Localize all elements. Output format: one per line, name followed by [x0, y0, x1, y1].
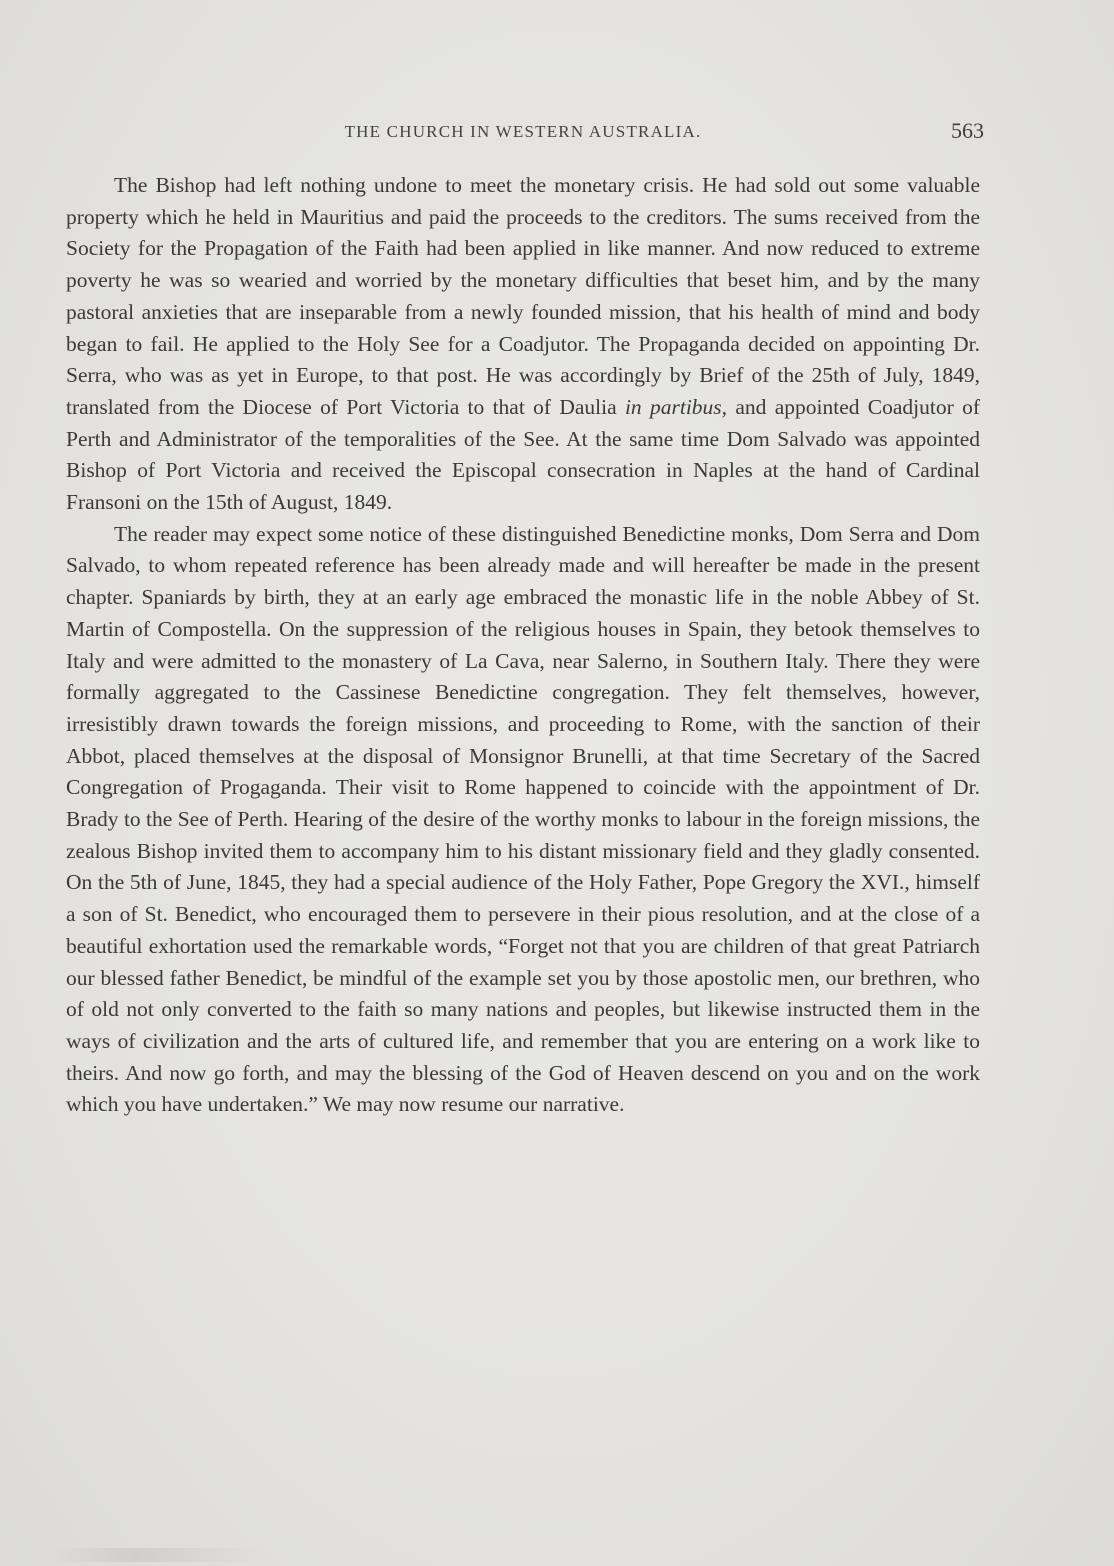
paragraph-1-italic-phrase: in partibus,	[624, 394, 728, 419]
body-text	[66, 170, 980, 1121]
running-title: THE CHURCH IN WESTERN AUSTRALIA.	[344, 122, 702, 141]
page-smudge	[50, 1548, 260, 1562]
paragraph-2: The reader may expect some notice of these distinguished Benedictine monks, Dom Serra and Dom Salvado, to whom repeated reference has been already made and will hereafter be made in the present chapter. Spaniards by birth, they at an early age embraced the monastic life in the noble Abbey of St. Martin of Compostella. On the suppression of the religious houses in Spain, they betook themselves to Italy and were admitted to the monastery of La Cava, near Salerno, in Southern Italy. There they were formally aggregated to the Cassinese Benedictine congregation. They felt themselves, however, irresistibly drawn towards the foreign missions, and proceeding to Rome, with the sanction of their Abbot, placed themselves at the disposal of Monsignor Brunelli, at that time Secretary of the Sacred Congregation of Progaganda. Their visit to Rome happened to coincide with the appointment of Dr. Brady to the See of Perth. Hearing of the desire of the worthy monks to labour in the foreign missions, the zealous Bishop invited them to accompany him to his distant missionary field and they gladly consented. On the 5th of June, 1845, they had a special audience of the Holy Father, Pope Gregory the XVI., himself a son of St. Benedict, who encouraged them to persevere in their pious resolution, and at the close of a beautiful exhortation used the remarkable words, “Forget not that you are children of that great Patriarch our blessed father Benedict, be mindful of the example set you by those apostolic men, our brethren, who of old not only converted to the faith so many nations and peoples, but likewise instructed them in the ways of civilization and the arts of cultured life, and remember that you are entering on a work like to theirs. And now go forth, and may the blessing of the God of Heaven descend on you and on the work which you have undertaken.” We may now resume our narrative.	[66, 521, 980, 1117]
paragraph-1-text-a: The Bishop had left nothing undone to meet the monetary crisis. He had sold out some valuable property which he held in Mauritius and paid the proceeds to the creditors. The sums received from the Society for the Propagation of the Faith had been applied in like manner. And now reduced to extreme poverty he was so wearied and worried by the monetary difficulties that beset him, and by the many pastoral anxieties that are inseparable from a newly founded mission, that his health of mind and body began to fail. He applied to the Holy See for a Coadjutor. The Propaganda decided on appointing Dr. Serra, who was as yet in Europe, to that post. He was accordingly by Brief of the 25th of July, 1849, translated from the Diocese of Port Victoria to that of Daulia	[66, 173, 980, 419]
paragraph-1-text-b: and appointed Coadjutor of Perth and Administrator of the temporalities of the See. At the same time Dom Salvado was appointed Bishop of Port Victoria and received the Episcopal consecration in Naples at the hand of Cardinal Fransoni on the 15th of August, 1849.	[66, 394, 980, 515]
page-header	[66, 118, 984, 148]
paragraph-1	[66, 170, 980, 519]
page-number: 563	[951, 118, 984, 143]
